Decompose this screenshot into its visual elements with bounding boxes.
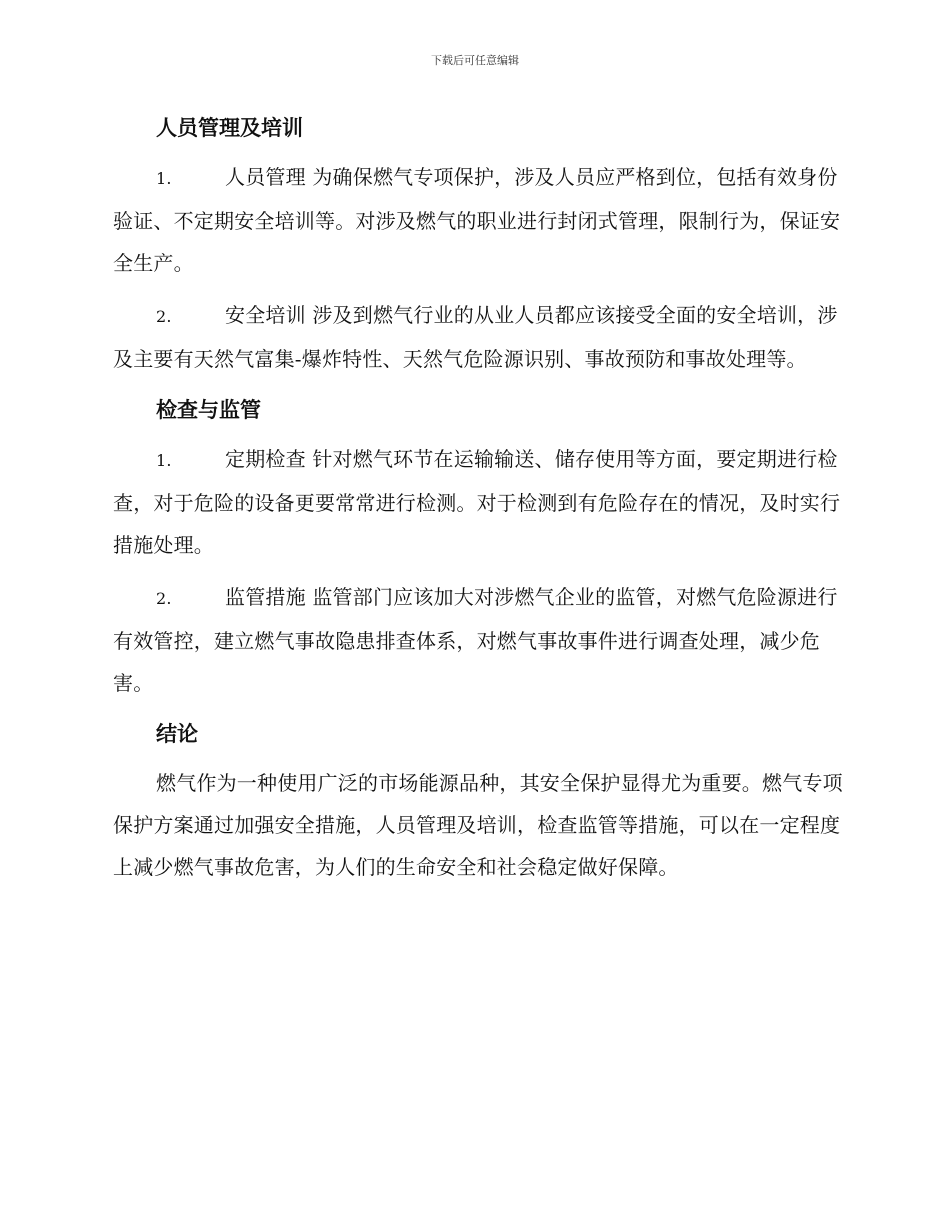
list-number: 2.	[156, 589, 172, 608]
list-item	[113, 156, 843, 284]
list-item	[113, 438, 843, 566]
list-number: 2.	[156, 307, 172, 326]
list-item	[113, 576, 843, 704]
list-item-text: 监管措施 监管部门应该加大对涉燃气企业的监管，对燃气危险源进行有效管控，建立燃气事故隐患排查体系，对燃气事故事件进行调查处理，减少危害。	[113, 585, 838, 695]
list-number: 1.	[156, 451, 172, 470]
list-number: 1.	[156, 169, 172, 188]
section-heading-inspection: 检查与监管	[156, 398, 261, 422]
section-heading-personnel: 人员管理及培训	[156, 116, 303, 140]
list-item-text: 人员管理 为确保燃气专项保护，涉及人员应严格到位，包括有效身份验证、不定期安全培训等。对涉及燃气的职业进行封闭式管理，限制行为，保证安全生产。	[113, 165, 841, 275]
document-body	[113, 108, 843, 898]
conclusion-paragraph: 燃气作为一种使用广泛的市场能源品种，其安全保护显得尤为重要。燃气专项保护方案通过加强安全措施，人员管理及培训，检查监管等措施，可以在一定程度上减少燃气事故危害，为人们的生命安全和社会稳定做好保障。	[113, 771, 843, 879]
section-heading-conclusion: 结论	[156, 722, 198, 746]
list-item-text: 安全培训 涉及到燃气行业的从业人员都应该接受全面的安全培训，涉及主要有天然气富集-爆炸特性、天然气危险源识别、事故预防和事故处理等。	[113, 303, 838, 371]
list-item	[113, 294, 843, 380]
page-header: 下载后可任意编辑	[431, 54, 519, 67]
list-item-text: 定期检查 针对燃气环节在运输输送、储存使用等方面，要定期进行检查，对于危险的设备更要常常进行检测。对于检测到有危险存在的情况，及时实行措施处理。	[113, 447, 841, 557]
